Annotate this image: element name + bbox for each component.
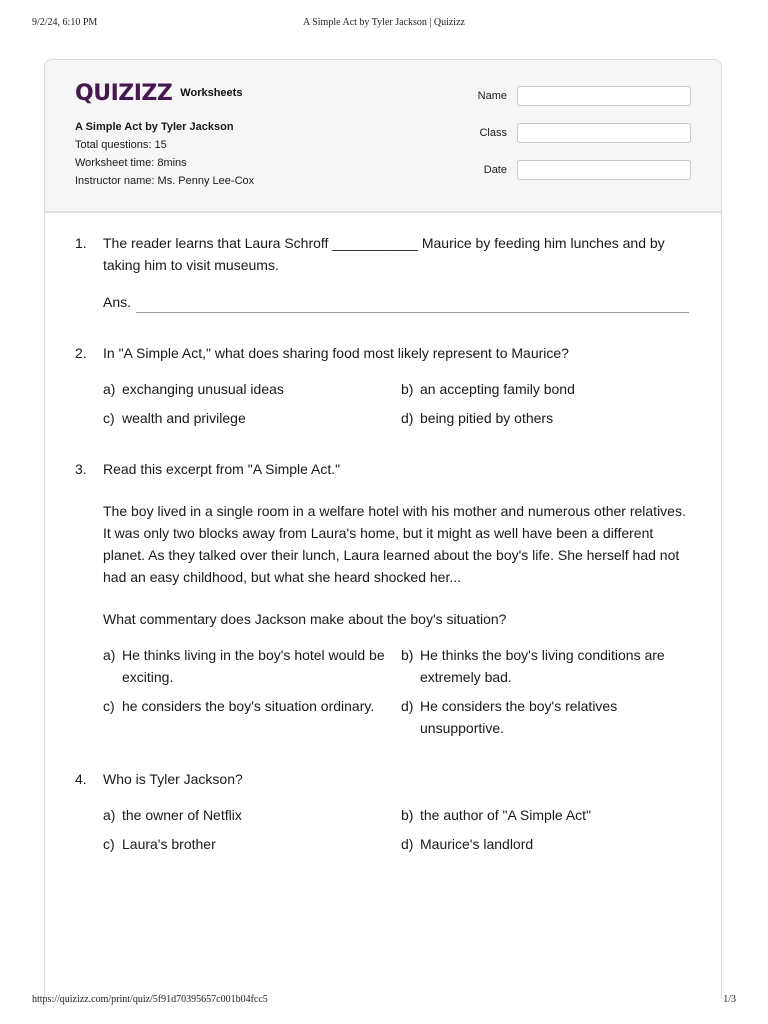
question-3 <box>75 458 689 739</box>
question-number: 2. <box>75 345 87 361</box>
date-field-row <box>461 160 691 182</box>
print-footer <box>32 994 736 1008</box>
option-text: Maurice's landlord <box>420 836 534 852</box>
option-text: He considers the boy's relatives unsupportive. <box>420 698 618 736</box>
excerpt-text: The boy lived in a single room in a welfare hotel with his mother and numerous other relatives. It was only two blocks away from Laura's home, but it might as well have been a different planet. As they talked over their lunch, Laura learned about the boy's life. She herself had not had an easy childhood, but what she heard shocked her... <box>103 503 686 585</box>
option-letter: d) <box>401 836 414 852</box>
worksheet-title: A Simple Act by Tyler Jackson <box>75 121 234 133</box>
option-letter: a) <box>103 381 116 397</box>
worksheet-header <box>45 60 721 213</box>
print-title: A Simple Act by Tyler Jackson | Quizizz <box>303 17 465 28</box>
option-text: Laura's brother <box>122 836 216 852</box>
option-text: wealth and privilege <box>122 410 246 426</box>
question-number: 1. <box>75 235 87 251</box>
worksheet-meta <box>75 118 254 190</box>
question-text: In "A Simple Act," what does sharing food most likely represent to Maurice? <box>103 345 569 361</box>
option-list <box>103 804 689 855</box>
option-text: He thinks the boy's living conditions are extremely bad. <box>420 647 665 685</box>
page-number: 1/3 <box>723 994 736 1005</box>
option-text: being pitied by others <box>420 410 554 426</box>
option-b[interactable] <box>401 378 689 400</box>
option-letter: d) <box>401 698 414 714</box>
option-letter: c) <box>103 410 115 426</box>
question-4 <box>75 768 689 855</box>
question-text: Who is Tyler Jackson? <box>103 771 243 787</box>
option-letter: b) <box>401 807 414 823</box>
class-label: Class <box>479 127 507 139</box>
name-field-row <box>461 86 691 108</box>
class-field-row <box>461 123 691 145</box>
option-b[interactable] <box>401 804 689 826</box>
class-field[interactable] <box>517 123 691 143</box>
option-letter: c) <box>103 698 115 714</box>
question-number: 3. <box>75 461 87 477</box>
option-b[interactable] <box>401 644 689 688</box>
question-text: Read this excerpt from "A Simple Act." <box>103 461 341 477</box>
question-1 <box>75 232 689 313</box>
option-letter: a) <box>103 807 116 823</box>
print-datetime: 9/2/24, 6:10 PM <box>32 17 98 28</box>
option-text: an accepting family bond <box>420 381 575 397</box>
option-text: the owner of Netflix <box>122 807 242 823</box>
name-label: Name <box>477 90 507 102</box>
option-list <box>103 378 689 429</box>
worksheet-sheet <box>44 59 722 999</box>
option-a[interactable] <box>103 644 401 688</box>
option-c[interactable] <box>103 833 401 855</box>
option-c[interactable] <box>103 695 401 739</box>
quizizz-logo <box>75 80 242 106</box>
logo-wordmark: QUIZIZZ <box>75 80 173 106</box>
name-field[interactable] <box>517 86 691 106</box>
option-a[interactable] <box>103 804 401 826</box>
option-a[interactable] <box>103 378 401 400</box>
instructor-name: Instructor name: Ms. Penny Lee-Cox <box>75 175 255 187</box>
question-2 <box>75 342 689 429</box>
question-list <box>75 232 689 855</box>
option-d[interactable] <box>401 407 689 429</box>
option-letter: b) <box>401 381 414 397</box>
print-header <box>32 17 736 31</box>
question-number: 4. <box>75 771 87 787</box>
option-letter: b) <box>401 647 414 663</box>
answer-row <box>103 291 689 313</box>
date-field[interactable] <box>517 160 691 180</box>
option-text: the author of "A Simple Act" <box>420 807 592 823</box>
answer-label: Ans. <box>103 294 132 310</box>
option-text: He thinks living in the boy's hotel would be exciting. <box>122 647 385 685</box>
option-text: he considers the boy's situation ordinary. <box>122 698 375 714</box>
student-fields <box>461 86 691 197</box>
worksheet-time: Worksheet time: 8mins <box>75 157 187 169</box>
print-url: https://quizizz.com/print/quiz/5f91d70395657c001b04fcc5 <box>32 994 268 1005</box>
option-d[interactable] <box>401 833 689 855</box>
option-letter: c) <box>103 836 115 852</box>
sub-question-text: What commentary does Jackson make about the boy's situation? <box>103 611 507 627</box>
question-text: The reader learns that Laura Schroff ___________ Maurice by feeding him lunches and by taking him to visit museums. <box>103 235 665 273</box>
date-label: Date <box>483 164 507 176</box>
answer-line[interactable] <box>136 296 689 313</box>
option-letter: d) <box>401 410 414 426</box>
option-letter: a) <box>103 647 116 663</box>
logo-product-label: Worksheets <box>180 87 243 99</box>
option-d[interactable] <box>401 695 689 739</box>
total-questions: Total questions: 15 <box>75 139 167 151</box>
option-c[interactable] <box>103 407 401 429</box>
option-text: exchanging unusual ideas <box>122 381 284 397</box>
option-list <box>103 644 689 739</box>
